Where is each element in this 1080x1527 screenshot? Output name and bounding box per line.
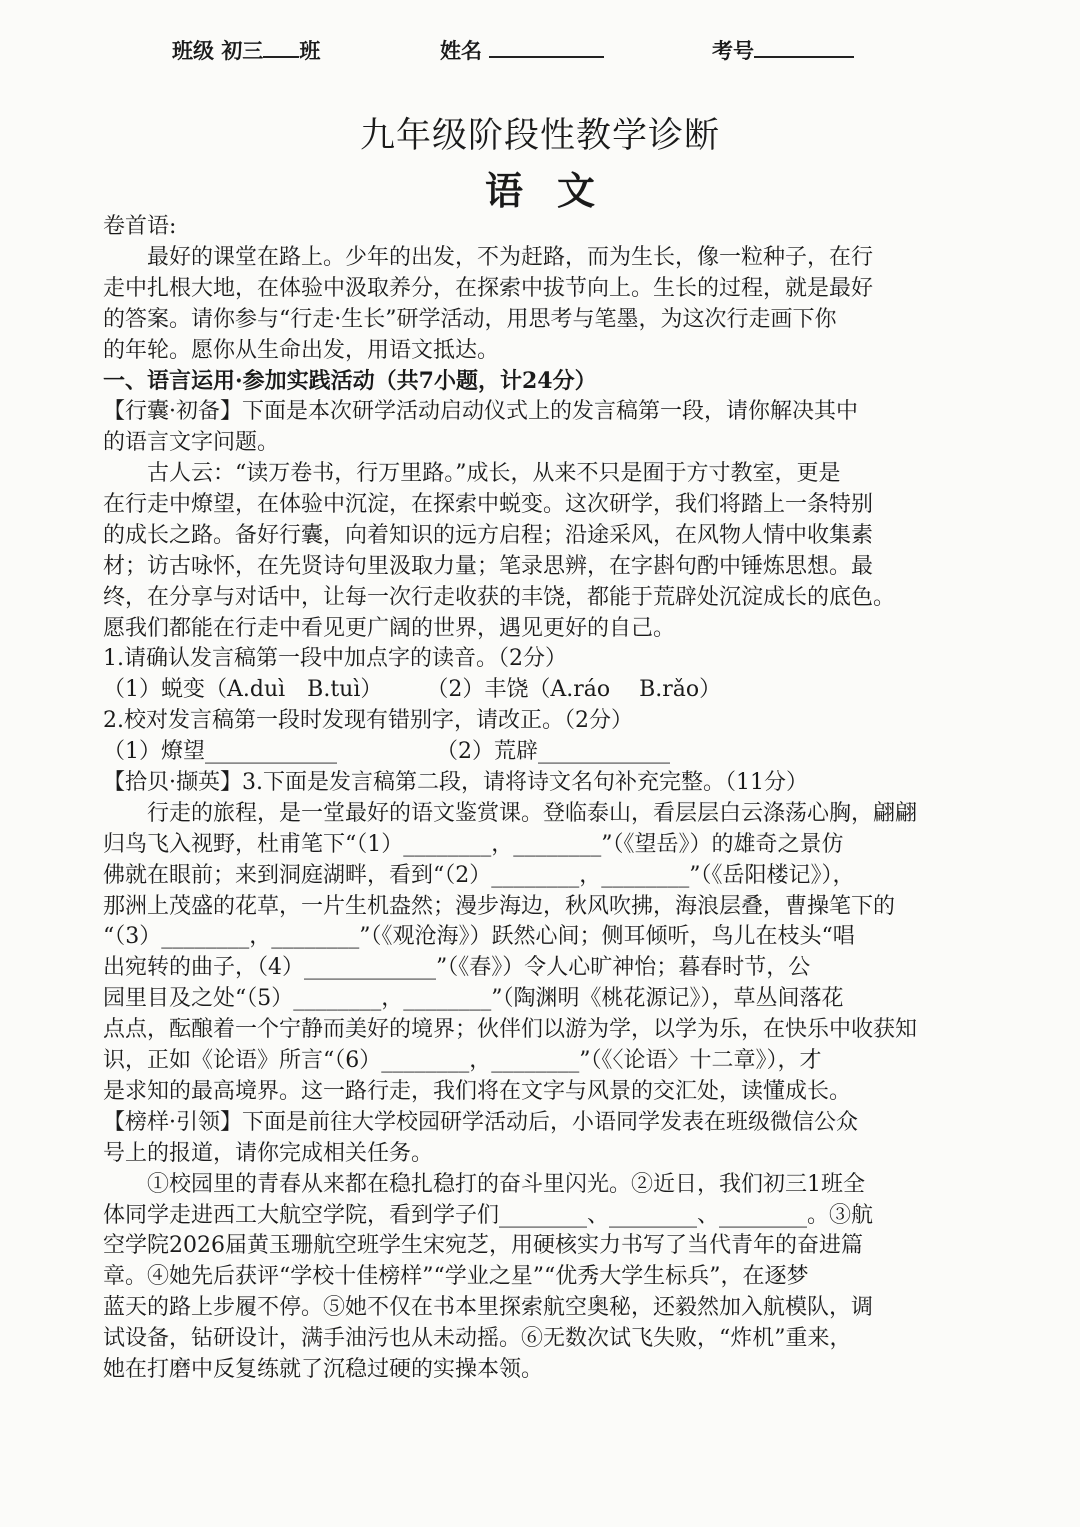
task-intro: 号上的报道，请你完成相关任务。 (103, 1140, 434, 1166)
poem-fill-line[interactable]: 识，正如《论语》所言“（6）________，________”（《〈论语〉十二章》），才 (103, 1048, 822, 1074)
task-intro: 【榜样·引领】下面是前往大学校园研学活动后，小语同学发表在班级微信公众 (103, 1109, 858, 1135)
preface-line: 走中扎根大地，在体验中汲取养分，在探索中拔节向上。生长的过程，就是最好 (103, 275, 874, 301)
poem-fill-line[interactable]: 出宛转的曲子，（4）____________”（《春》）令人心旷神怡；暮春时节，公 (103, 955, 811, 981)
preface-line: 的答案。请你参与“行走·生长”研学活动，用思考与笔墨，为这次行走画下你 (103, 306, 837, 332)
subject-title: 语文 (484, 168, 629, 213)
report-line: ①校园里的青春从来都在稳扎稳打的奋斗里闪光。②近日，我们初三1班全 (147, 1171, 865, 1197)
passage-line: 的成长之路。备好行囊，向着知识的远方启程；沿途采风，在风物人情中收集素 (103, 522, 874, 548)
name-blank[interactable] (489, 34, 604, 58)
exam-no-blank[interactable] (754, 34, 854, 58)
poem-fill-line: 行走的旅程，是一堂最好的语文鉴赏课。登临泰山，看层层白云涤荡心胸，翩翩 (147, 800, 918, 826)
poem-fill-line[interactable]: “（3）________，________”（《观沧海》）跃然心间；侧耳倾听，鸟儿在枝头“唱 (103, 924, 855, 950)
class-blank[interactable] (263, 34, 299, 58)
poem-fill-line: 那洲上茂盛的花草，一片生机盎然；漫步海边，秋风吹拂，海浪层叠，曹操笔下的 (103, 893, 896, 919)
poem-fill-line: 是求知的最高境界。这一路行走，我们将在文字与风景的交汇处，读懂成长。 (103, 1078, 852, 1104)
passage-line: 在行走中燎望，在体验中沉淀，在探索中蜕变。这次研学，我们将踏上一条特别 (103, 492, 874, 518)
exam-no-field: 考号 (712, 34, 854, 65)
report-line: 她在打磨中反复练就了沉稳过硬的实操本领。 (103, 1356, 544, 1382)
question-2: 2.校对发言稿第一段时发现有错别字，请改正。（2分） (103, 708, 633, 734)
task-intro: 的语言文字问题。 (103, 430, 280, 456)
report-line: 空学院2026届黄玉珊航空班学生宋宛芝，用硬核实力书写了当代青年的奋进篇 (103, 1233, 863, 1259)
section-heading: 一、语言运用·参加实践活动（共7小题，计24分） (103, 368, 597, 395)
exam-title: 九年级阶段性教学诊断 (359, 116, 720, 156)
passage-line: 材；访古咏怀，在先贤诗句里汲取力量；笔录思辨，在字斟句酌中锤炼思想。最 (103, 553, 874, 579)
question-2-blanks[interactable]: （1）燎望____________ （2）荒辟____________ (103, 739, 670, 765)
report-line: 试设备，钻研设计，满手油污也从未动摇。⑥无数次试飞失败，“炸机”重来， (103, 1326, 852, 1352)
passage-line: 愿我们都能在行走中看见更广阔的世界，遇见更好的自己。 (103, 615, 676, 641)
name-field: 姓名 (440, 34, 604, 65)
preface-label: 卷首语: (103, 214, 177, 239)
passage-line: 终，在分享与对话中，让每一次行走收获的丰饶，都能于荒辟处沉淀成长的底色。 (103, 584, 896, 610)
report-line: 章。④她先后获评“学校十佳榜样”“学业之星”“优秀大学生标兵”，在逐梦 (103, 1264, 809, 1290)
header-fields (0, 34, 1080, 70)
exam-body (103, 212, 983, 1386)
preface-line: 最好的课堂在路上。少年的出发，不为赶路，而为生长，像一粒种子，在行 (147, 244, 874, 270)
report-line[interactable]: 体同学走进西工大航空学院，看到学子们________、________、________。③航 (103, 1202, 874, 1228)
preface-line: 的年轮。愿你从生命出发，用语文抵达。 (103, 337, 500, 363)
question-1-options[interactable]: （1）蜕变（A.duì B.tuì） （2）丰饶（A.ráo B.rǎo） (103, 677, 722, 703)
poem-fill-line[interactable]: 佛就在眼前；来到洞庭湖畔，看到“（2）________，________”（《岳阳楼记》）， (103, 862, 855, 888)
passage-line: 古人云：“读万卷书，行万里路。”成长，从来不只是囿于方寸教室，更是 (147, 461, 841, 487)
report-line: 蓝天的路上步履不停。⑤她不仅在书本里探索航空奥秘，还毅然加入航模队，调 (103, 1295, 874, 1321)
task-intro: 【行囊·初备】下面是本次研学活动启动仪式上的发言稿第一段，请你解决其中 (103, 399, 858, 425)
poem-fill-line[interactable]: 园里目及之处“（5）________，________”（陶渊明《桃花源记》），草丛间落花 (103, 986, 844, 1012)
question-1: 1.请确认发言稿第一段中加点字的读音。（2分） (103, 646, 567, 672)
class-field: 班级 初三 班 (172, 34, 320, 65)
poem-fill-line[interactable]: 归鸟飞入视野，杜甫笔下“（1）________，________”（《望岳》）的雄奇之景仿 (103, 831, 844, 857)
question-3: 【拾贝·撷英】3.下面是发言稿第二段，请将诗文名句补充完整。（11分） (103, 770, 808, 796)
poem-fill-line: 点点，酝酿着一个宁静而美好的境界；伙伴们以游为学，以学为乐，在快乐中收获知 (103, 1017, 918, 1043)
